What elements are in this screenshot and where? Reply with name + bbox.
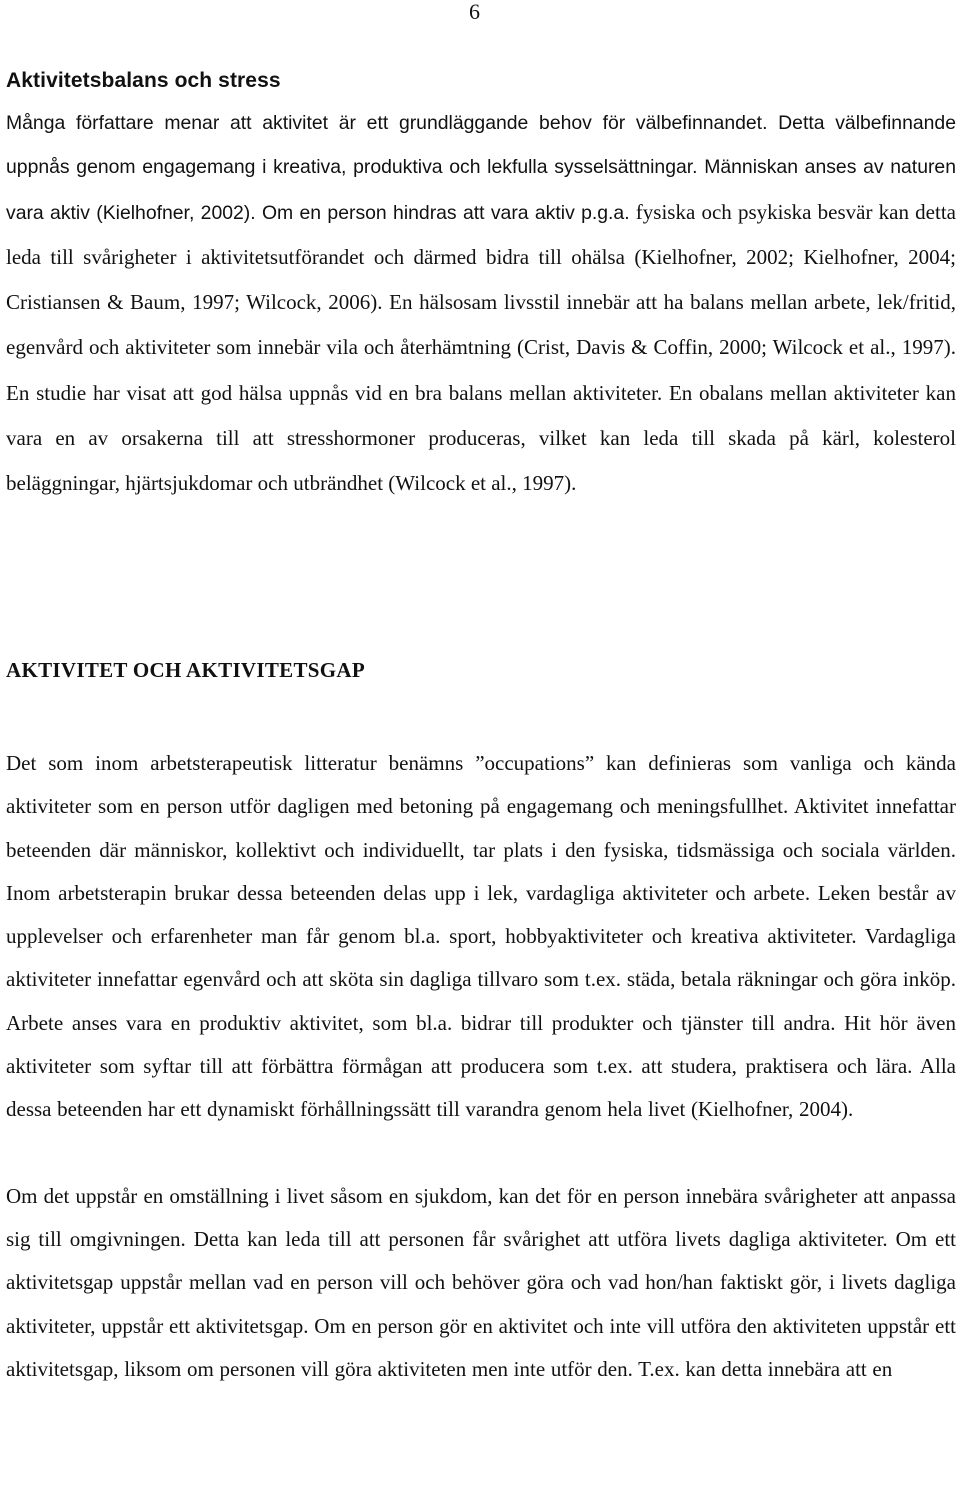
section-activity-gap	[6, 657, 956, 1391]
section-heading-activity-gap: AKTIVITET OCH AKTIVITETSGAP	[6, 658, 365, 682]
section-activity-balance	[6, 68, 956, 508]
page-number: 6	[469, 0, 480, 24]
paragraph-activity-balance	[6, 102, 956, 508]
paragraph-occupations: Det som inom arbetsterapeutisk litteratur benämns ”occupations” kan definieras som vanliga och kända aktiviteter som en person utför dagligen med betoning på engagemang och meningsfullhet. Aktivitet innefattar beteenden där människor, kollektivt och individuellt, tar plats i den fysiska, tidsmässiga och sociala världen. Inom arbetsterapin brukar dessa beteenden delas upp i lek, vardagliga aktiviteter och arbete. Leken består av upplevelser och erfarenheter man får genom bl.a. sport, hobbyaktiviteter och kreativa aktiviteter. Vardagliga aktiviteter innefattar egenvård och att sköta sin dagliga tillvaro som t.ex. städa, betala räkningar och göra inköp. Arbete anses vara en produktiv aktivitet, som bl.a. bidrar till produkter och tjänster till andra. Hit hör även aktiviteter som syftar till att förbättra förmågan att producera som t.ex. att studera, praktisera och lära. Alla dessa beteenden har ett dynamiskt förhållningssätt till varandra genom hela livet (Kielhofner, 2004).	[6, 751, 956, 1122]
section-heading-activity-balance: Aktivitetsbalans och stress	[6, 69, 281, 92]
paragraph-intro-sans: Många författare menar att aktivitet är ett grundläggande behov för välbefinnandet. Detta välbefinnande uppnås genom engagemang i kreativa, produktiva och lekfulla sysselsättningar. Människan anses av naturen vara aktiv (Kielhofner, 2002). Om en person hindras att vara aktiv p.g.a.	[6, 112, 956, 224]
paragraph-body-serif: fysiska och psykiska besvär kan detta leda till svårigheter i aktivitetsutförandet och därmed bidra till ohälsa (Kielhofner, 2002; Kielhofner, 2004; Cristiansen & Baum, 1997; Wilcock, 2006). En hälsosam livsstil innebär att ha balans mellan arbete, lek/fritid, egenvård och aktiviteter som innebär vila och återhämtning (Crist, Davis & Coffin, 2000; Wilcock et al., 1997). En studie har visat att god hälsa uppnås vid en bra balans mellan aktiviteter. En obalans mellan aktiviteter kan vara en av orsakerna till att stresshormoner produceras, vilket kan leda till skada på kärl, kolesterol beläggningar, hjärtsjukdomar och utbrändhet (Wilcock et al., 1997).	[6, 199, 956, 496]
paragraph-activity-gap: Om det uppstår en omställning i livet såsom en sjukdom, kan det för en person innebära svårigheter att anpassa sig till omgivningen. Detta kan leda till att personen får svårighet att utföra livets dagliga aktiviteter. Om ett aktivitetsgap uppstår mellan vad en person vill och behöver göra och vad hon/han faktiskt gör, i livets dagliga aktiviteter, uppstår ett aktivitetsgap. Om en person gör en aktivitet och inte vill utföra den aktiviteten uppstår ett aktivitetsgap, liksom om personen vill göra aktiviteten men inte utför den. T.ex. kan detta innebära att en	[6, 1183, 956, 1381]
